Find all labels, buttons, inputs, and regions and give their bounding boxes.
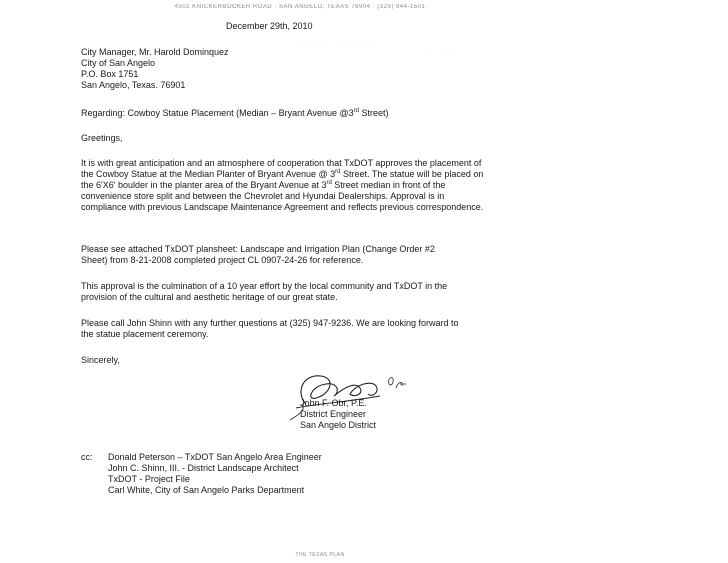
regarding-text: Street)	[358, 108, 389, 118]
cc-entry: Donald Peterson – TxDOT San Angelo Area Engineer	[108, 452, 322, 462]
cc-list	[108, 452, 322, 496]
ordinal-superscript: rd	[326, 180, 332, 186]
scan-bleed-mark: · · · · · · · · ·	[300, 42, 376, 51]
scan-bleed-mark: · · ·	[430, 44, 453, 53]
signer-title: District Engineer	[300, 409, 367, 419]
cc-entry: TxDOT - Project File	[108, 474, 190, 484]
body-paragraph-culmination: This approval is the culmination of a 10 year effort by the local community and TxDOT in the provision of the cultural and aesthetic heritage of our great state.	[81, 281, 448, 302]
cc-label: cc:	[81, 452, 93, 462]
signer-district: San Angelo District	[300, 420, 377, 430]
paragraph-text: Street median in front of the convenience store split and between the Chevrolet and Hyundai Dealerships. Approval is in compliance with previous Landscape Maintenance Agreement and reflects previous correspondence.	[81, 180, 484, 212]
regarding-line	[81, 108, 389, 119]
recipient-address	[81, 47, 229, 91]
body-paragraph-contact: Please call John Shinn with any further questions at (325) 947-9236. We are looking forward to the statue placement ceremony.	[81, 318, 459, 339]
recipient-line: City Manager, Mr. Harold Dominquez	[81, 47, 229, 57]
letterhead-address: 4502 KNICKERBOCKER ROAD · SAN ANGELO, TEXAS 76904 · (325) 944-1501	[174, 4, 426, 10]
recipient-line: San Angelo, Texas. 76901	[81, 80, 186, 90]
body-paragraph-plansheet: Please see attached TxDOT plansheet: Landscape and Irrigation Plan (Change Order #2 Sheet) from 8-21-2008 completed project CL 0907-24-26 for reference.	[81, 244, 435, 265]
signer-name: John F. Obr, P.E.	[300, 398, 367, 408]
body-paragraph-approval	[81, 158, 491, 213]
cc-entry: Carl White, City of San Angelo Parks Department	[108, 485, 305, 495]
letter-date: December 29th, 2010	[226, 21, 313, 31]
closing: Sincerely,	[81, 355, 120, 365]
recipient-line: P.O. Box 1751	[81, 69, 139, 79]
footer-slogan: THE TEXAS PLAN	[295, 552, 345, 558]
recipient-line: City of San Angelo	[81, 58, 156, 68]
signature-block	[300, 398, 376, 431]
paragraph-text: Street. The statue will be placed on the 6'X6' boulder in the planter area of the Bryant Avenue at 3	[81, 169, 484, 190]
paragraph-text: It is with great anticipation and an atmosphere of cooperation that TxDOT approves the placement of the Cowboy Statue at the Median Planter of Bryant Avenue @ 3	[81, 158, 482, 179]
cc-entry: John C. Shinn, III. - District Landscape Architect	[108, 463, 299, 473]
ordinal-superscript: rd	[335, 169, 341, 175]
regarding-text: Regarding: Cowboy Statue Placement (Median – Bryant Avenue @3	[81, 108, 354, 118]
greeting: Greetings,	[81, 133, 123, 143]
ordinal-superscript: rd	[353, 108, 359, 114]
